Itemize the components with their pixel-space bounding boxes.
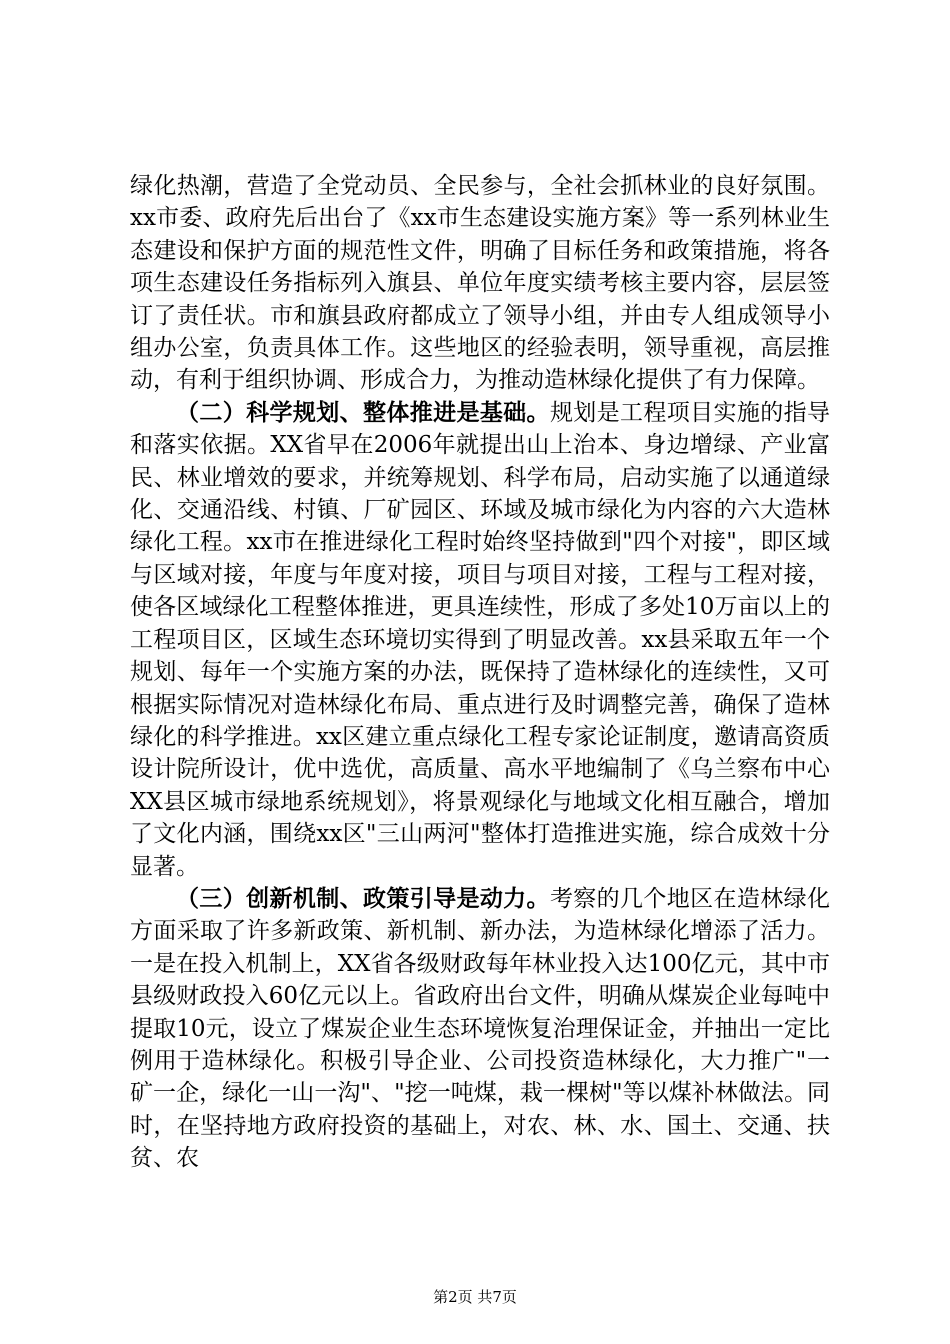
paragraph-1-text: 绿化热潮，营造了全党动员、全民参与，全社会抓林业的良好氛围。xx市委、政府先后出台了《xx市生态建设实施方案》等一系列林业生态建设和保护方面的规范性文件，明确了目标任务和政策措施，将各项生态建设任务指标列入旗县、单位年度实绩考核主要内容，层层签订了责任状。市和旗县政府都成立了领导小组，并由专人组成领导小组办公室，负责具体工作。这些地区的经验表明，领导重视，高层推动，有利于组织协调、形成合力，为推动造林绿化提供了有力保障。 [130,173,830,394]
paragraph-2 [130,397,830,883]
paragraph-2-heading: （二）科学规划、整体推进是基础。 [176,399,550,426]
page-footer [0,1286,950,1307]
paragraph-2-text: 规划是工程项目实施的指导和落实依据。XX省早在2006年就提出山上治本、身边增绿、产业富民、林业增效的要求，并统筹规划、科学布局，启动实施了以通道绿化、交通沿线、村镇、厂矿园区、环域及城市绿化为内容的六大造林绿化工程。xx市在推进绿化工程时始终坚持做到"四个对接"，即区域与区域对接，年度与年度对接，项目与项目对接，工程与工程对接，使各区域绿化工程整体推进，更具连续性，形成了多处10万亩以上的工程项目区，区域生态环境切实得到了明显改善。xx县采取五年一个规划、每年一个实施方案的办法，既保持了造林绿化的连续性，又可根据实际情况对造林绿化布局、重点进行及时调整完善，确保了造林绿化的科学推进。xx区建立重点绿化工程专家论证制度，邀请高资质设计院所设计，优中选优，高质量、高水平地编制了《乌兰察布中心XX县区城市绿地系统规划》，将景观绿化与地域文化相互融合，增加了文化内涵，围绕xx区"三山两河"整体打造推进实施，综合成效十分显著。 [130,399,831,880]
paragraph-3-text: 考察的几个地区在造林绿化方面采取了许多新政策、新机制、新办法，为造林绿化增添了活力。一是在投入机制上，XX省各级财政每年林业投入达100亿元，其中市县级财政投入60亿元以上。省政府出台文件，明确从煤炭企业每吨中提取10元，设立了煤炭企业生态环境恢复治理保证金，并抽出一定比例用于造林绿化。积极引导企业、公司投资造林绿化，大力推广"一矿一企，绿化一山一沟"、"挖一吨煤，栽一棵树"等以煤补林做法。同时，在坚持地方政府投资的基础上，对农、林、水、国土、交通、扶贫、农 [130,885,831,1172]
paragraph-1 [130,170,830,397]
paragraph-3-heading: （三）创新机制、政策引导是动力。 [176,885,550,912]
page-number: 第2页 共7页 [433,1288,517,1306]
paragraph-3 [130,883,830,1175]
document-body [130,170,830,1175]
